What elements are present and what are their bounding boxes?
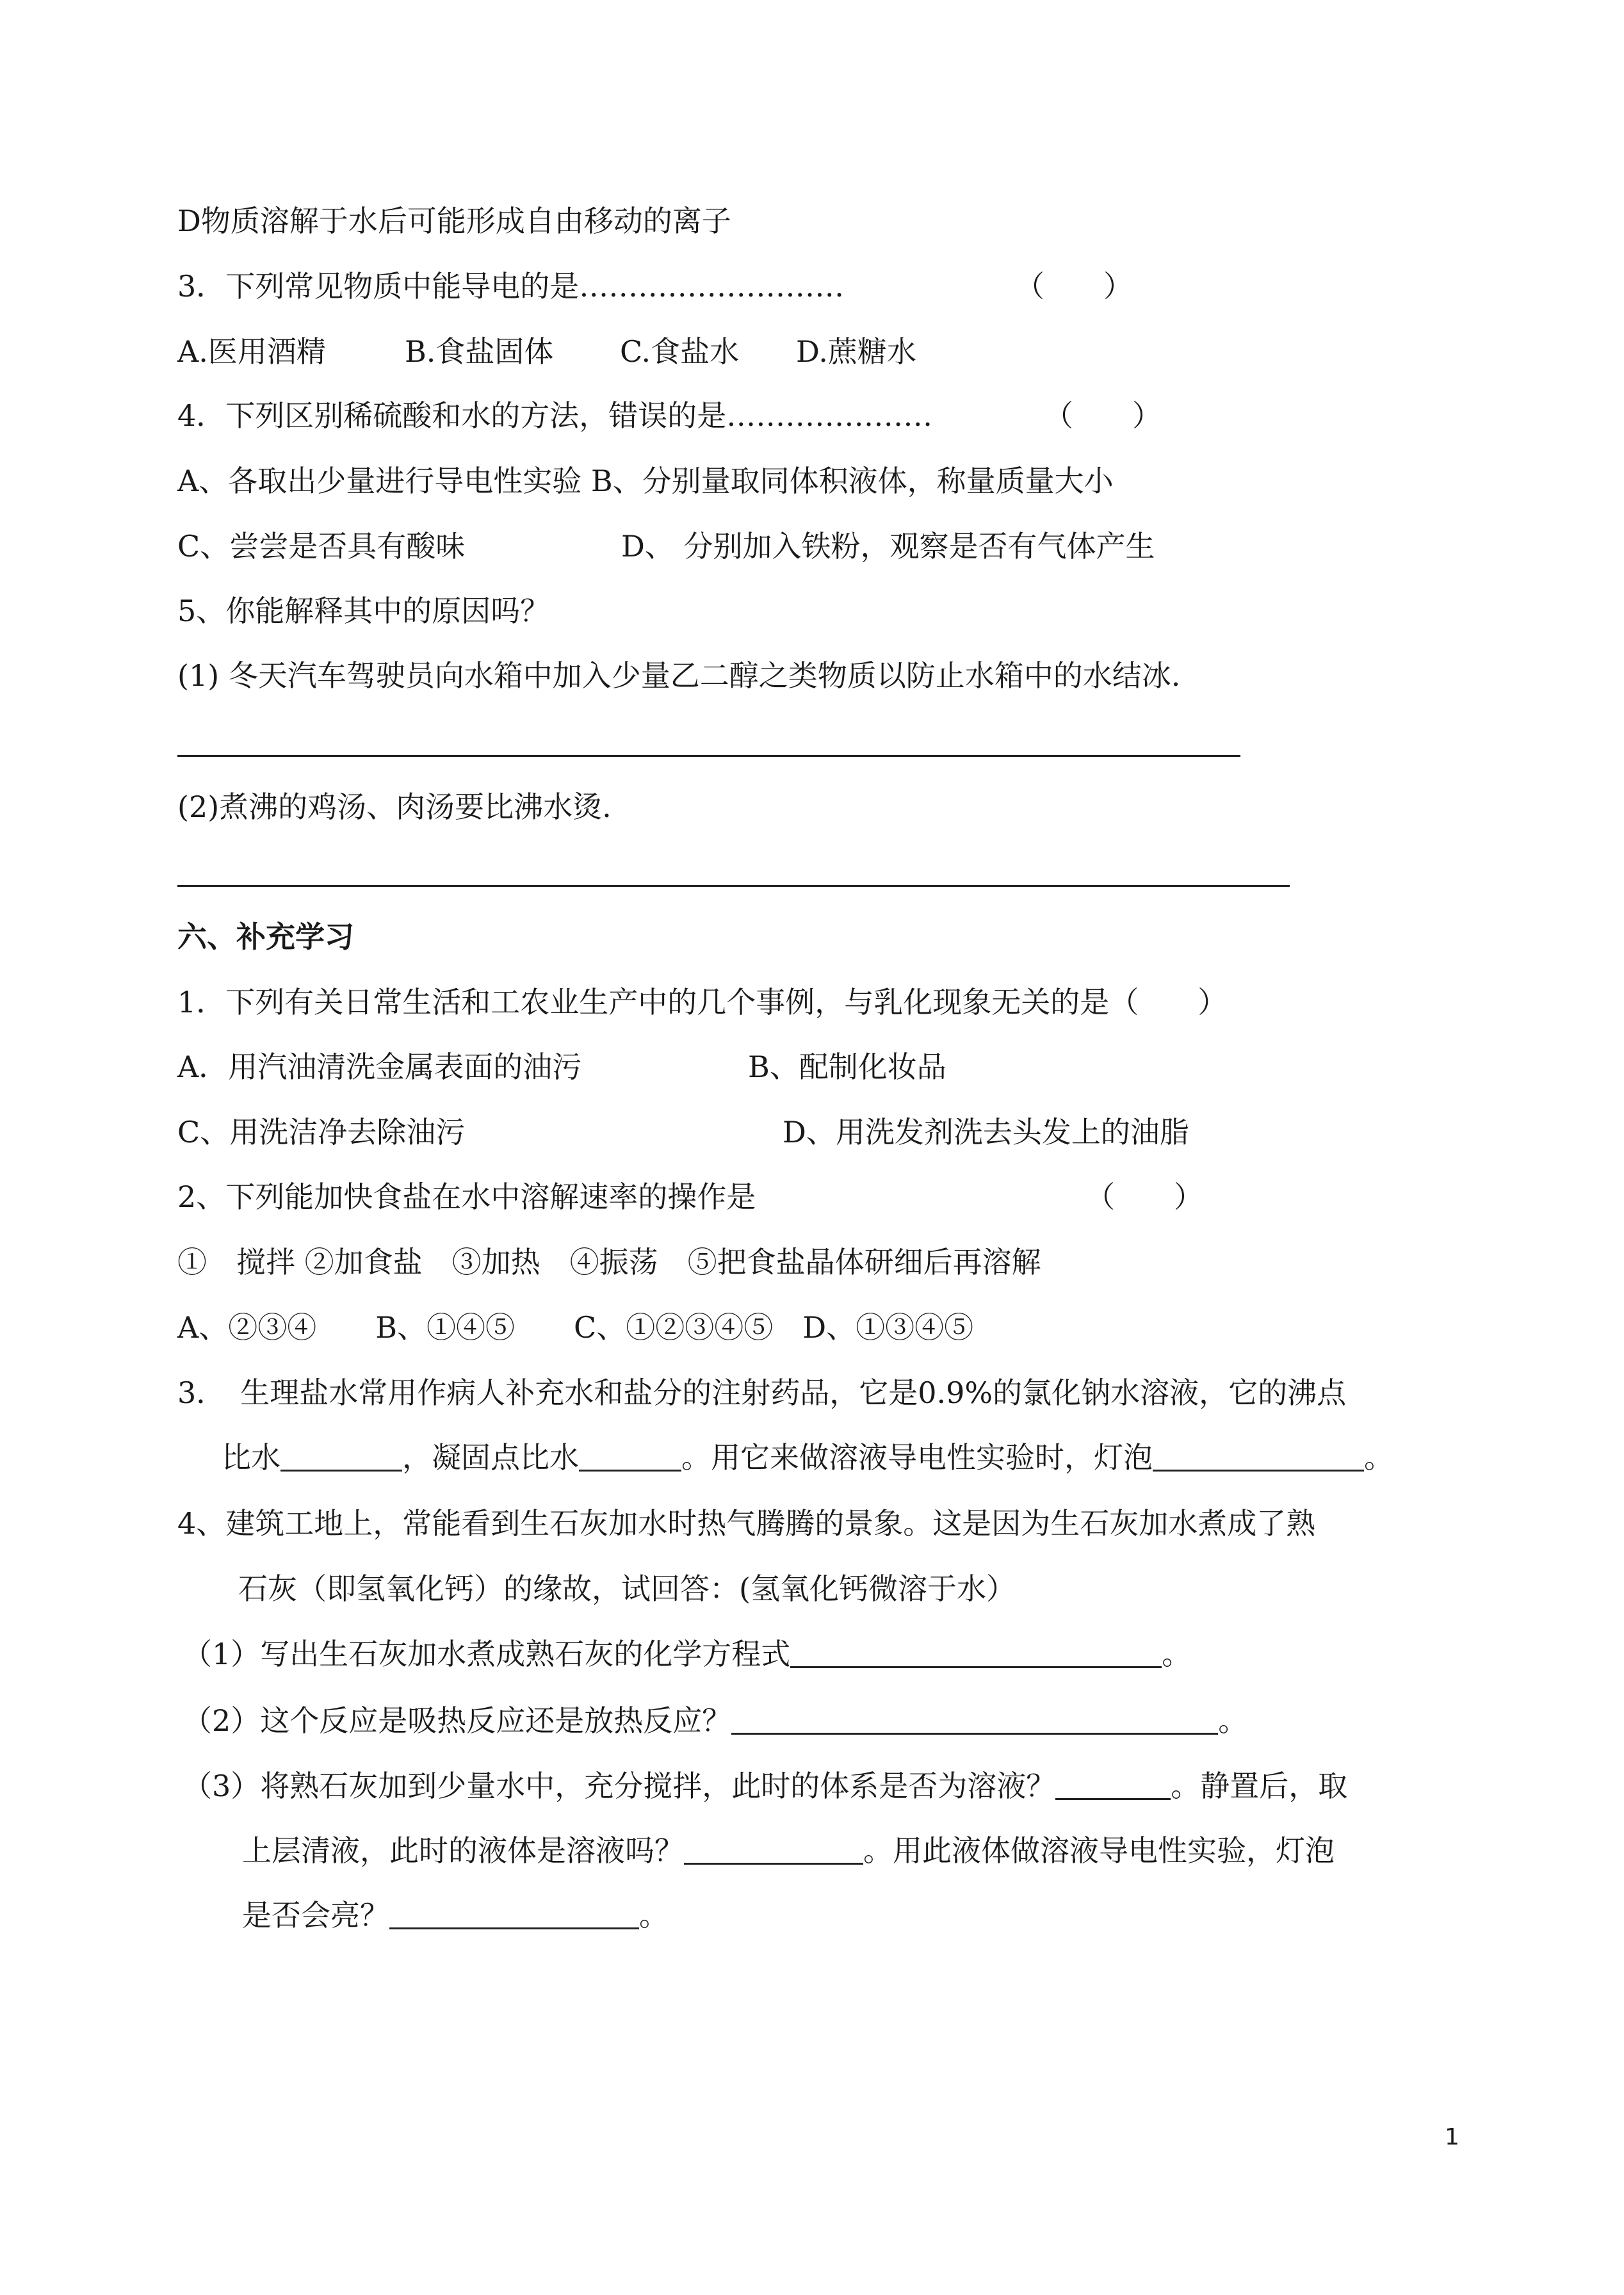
option-c: C.食盐水	[620, 334, 740, 369]
supp-question-1-option-b: B、配制化妆品	[748, 1050, 946, 1084]
q3-text-d: 。用此液体做溶液导电性实验，灯泡	[863, 1833, 1335, 1868]
supp-question-1-option-c: C、用洗洁净去除油污	[177, 1115, 466, 1149]
supp-question-2-options: A、②③④ B、①④⑤ C、①②③④⑤ D、①③④⑤	[177, 1310, 974, 1345]
blank-solution-2	[684, 1837, 863, 1865]
blank-freezing-point	[579, 1444, 681, 1472]
answer-line-5-2	[177, 885, 1290, 887]
option-b: B.食盐固体	[405, 334, 554, 369]
answer-paren-s2: （ ）	[1085, 1180, 1203, 1214]
supp-question-4-part-3-line-2	[242, 1833, 1335, 1868]
supp-question-2-items: ① 搅拌 ②加食盐 ③加热 ④振荡 ⑤把食盐晶体研细后再溶解	[177, 1245, 1041, 1279]
blank-bulb-light	[389, 1902, 639, 1929]
blank-bulb	[1153, 1444, 1364, 1472]
supp-question-2: 2、下列能加快食盐在水中溶解速率的操作是	[177, 1180, 756, 1214]
s3-text-4: 。	[1364, 1440, 1393, 1475]
supp-question-4-part-1	[183, 1639, 1191, 1669]
s3-text-2: ，凝固点比水	[402, 1440, 579, 1475]
supp-question-1-option-d: D、用洗发剂洗去头发上的油脂	[783, 1115, 1189, 1149]
option-a: A.医用酒精	[177, 334, 326, 369]
q2-text: （2）这个反应是吸热反应还是放热反应？	[183, 1703, 732, 1738]
question-4-options-ab: A、各取出少量进行导电性实验 B、分别量取同体积液体，称量质量大小	[177, 464, 1114, 498]
s3-text-1: 比水	[222, 1440, 280, 1475]
supp-question-3-line-2	[222, 1440, 1393, 1475]
option-d: D.蔗糖水	[796, 334, 916, 369]
question-4-option-c: C、尝尝是否具有酸味	[177, 529, 466, 564]
line-d-option: D物质溶解于水后可能形成自由移动的离子	[177, 204, 731, 238]
question-5: 5、你能解释其中的原因吗？	[177, 594, 550, 628]
supp-question-1: 1．下列有关日常生活和工农业生产中的几个事例，与乳化现象无关的是（ ）	[177, 985, 1228, 1019]
blank-reaction-type	[731, 1707, 1218, 1735]
supp-question-4-part-3-line-1	[183, 1771, 1347, 1801]
blank-equation	[790, 1641, 1162, 1668]
question-5-part-2: (2)煮沸的鸡汤、肉汤要比沸水烫.	[177, 790, 612, 824]
answer-paren-3: （ ）	[1015, 269, 1133, 304]
supp-question-1-option-a: A．用汽油清洗金属表面的油污	[177, 1050, 582, 1084]
supp-question-3-line-1: 3． 生理盐水常用作病人补充水和盐分的注射药品，它是0.9%的氯化钠水溶液，它的沸点	[177, 1375, 1347, 1410]
question-5-part-1: (1) 冬天汽车驾驶员向水箱中加入少量乙二醇之类物质以防止水箱中的水结冰.	[177, 658, 1181, 693]
q3-text-a: （3）将熟石灰加到少量水中，充分搅拌，此时的体系是否为溶液？	[183, 1769, 1056, 1803]
answer-paren-4: （ ）	[1044, 398, 1162, 433]
s3-text-3: 。用它来做溶液导电性实验时，灯泡	[681, 1440, 1153, 1475]
q3-text-b: 。静置后，取	[1171, 1769, 1348, 1803]
q3-text-f: 。	[639, 1898, 669, 1933]
q1-text: （1）写出生石灰加水煮成熟石灰的化学方程式	[183, 1637, 791, 1671]
section-6-heading: 六、补充学习	[177, 920, 354, 954]
blank-solution-1	[1055, 1772, 1171, 1800]
answer-line-5-1	[177, 755, 1240, 757]
supp-question-4-part-2	[183, 1703, 1248, 1738]
page-number: 1	[1445, 2124, 1459, 2150]
blank-boiling-point	[280, 1444, 402, 1472]
question-3: 3．下列常见物质中能导电的是………………………	[177, 269, 845, 304]
q1-end: 。	[1162, 1637, 1192, 1671]
supp-question-4-line-1: 4、建筑工地上，常能看到生石灰加水时热气腾腾的景象。这是因为生石灰加水煮成了熟	[177, 1506, 1316, 1541]
question-4-option-d: D、 分别加入铁粉，观察是否有气体产生	[621, 529, 1155, 564]
q2-end: 。	[1218, 1703, 1248, 1738]
q3-text-e: 是否会亮？	[242, 1898, 389, 1933]
supp-question-4-line-2: 石灰（即氢氧化钙）的缘故，试回答：(氢氧化钙微溶于水）	[238, 1571, 1016, 1606]
supp-question-4-part-3-line-3	[242, 1898, 669, 1933]
q3-text-c: 上层清液，此时的液体是溶液吗？	[242, 1833, 684, 1868]
question-4: 4．下列区别稀硫酸和水的方法，错误的是…………………	[177, 398, 933, 433]
